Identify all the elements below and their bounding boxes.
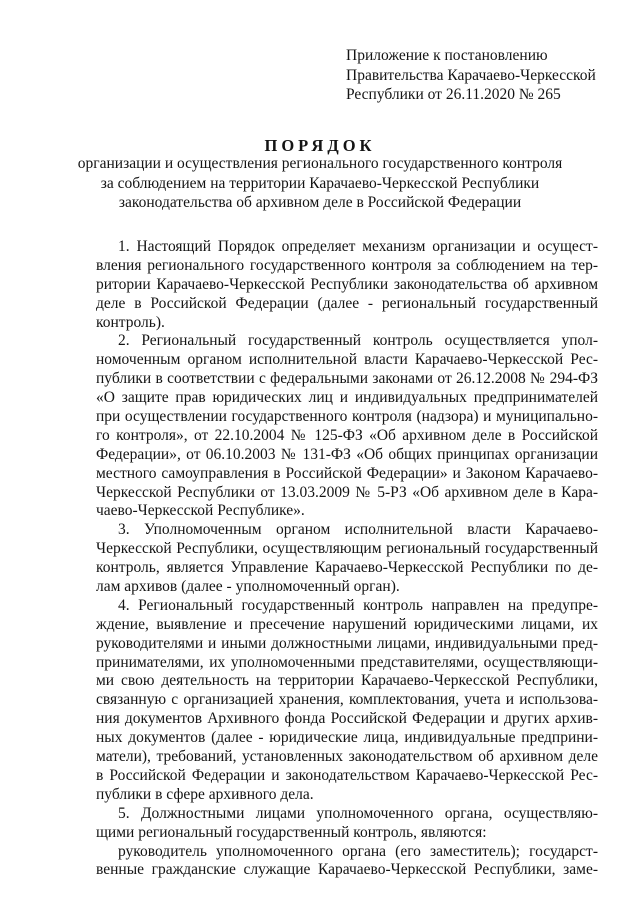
paragraph-1-line: ритории Карачаево-Черкесской Республики законодательства об архивном: [96, 275, 598, 293]
paragraph-4-line: ных документов (далее - юридические лица, индивидуальные предприни-: [96, 729, 598, 747]
paragraph-4-line: публики в сфере архивного дела.: [96, 785, 314, 803]
paragraph-4-line: связанную с организацией хранения, комплектования, учета и использова-: [96, 691, 598, 709]
paragraph-2-line: публики в соответствии с федеральными законами от 26.12.2008 № 294-ФЗ: [96, 370, 598, 388]
subtitle-line: организации и осуществления регионального государственного контроля: [77, 155, 563, 172]
paragraph-5-line: щими региональный государственный контроль, являются:: [96, 823, 487, 841]
paragraph-2-line: местного самоуправления в Российской Федерации» и Законом Карачаево-: [96, 464, 598, 482]
paragraph-2-line: Федерации», от 06.10.2003 № 131-ФЗ «Об общих принципах организации: [96, 445, 598, 463]
paragraph-4-line: ми свою деятельность на территории Карачаево-Черкесской Республики,: [96, 672, 598, 690]
subtitle-line: за соблюдением на территории Карачаево-Черкесской Республики: [100, 174, 540, 192]
paragraph-2-line: чаево-Черкесской Республике».: [96, 502, 305, 520]
document-subtitle: [0, 154, 640, 213]
paragraph-4-line: ния документов Архивного фонда Российской Федерации и других архив-: [96, 710, 598, 728]
paragraph-5-line: венные гражданские служащие Карачаево-Черкесской Республики, заме-: [96, 861, 598, 879]
appendix-line: Приложение к постановлению: [346, 47, 548, 64]
appendix-note: [346, 46, 616, 105]
paragraph-1-line: деле в Российской Федерации (далее - региональный государственный: [96, 294, 598, 312]
paragraph-3-line: лам архивов (далее - уполномоченный орган).: [96, 578, 400, 596]
paragraph-3-line: Черкесской Республики, осуществляющим региональный государственный: [96, 540, 598, 558]
paragraph-1-line: вления регионального государственного контроля за соблюдением на тер-: [96, 256, 598, 274]
appendix-line: Правительства Карачаево-Черкесской: [346, 66, 596, 84]
paragraph-2-line: номоченным органом исполнительной власти Карачаево-Черкесской Рес-: [96, 351, 598, 369]
paragraph-1-line: контроль).: [96, 313, 165, 331]
document-body: [96, 238, 598, 880]
paragraph-4-line: матели), требований, установленных законодательством об архивном деле: [96, 748, 598, 766]
appendix-line: Республики от 26.11.2020 № 265: [346, 86, 561, 103]
paragraph-4-line: 4. Региональный государственный контроль направлен на предупре-: [118, 596, 598, 614]
document-title: ПОРЯДОК: [264, 136, 376, 155]
paragraph-1-line: 1. Настоящий Порядок определяет механизм организации и осущест-: [118, 238, 598, 255]
paragraph-2-line: при осуществлении государственного контроля (надзора) и муниципально-: [96, 408, 598, 426]
paragraph-5-line: 5. Должностными лицами уполномоченного органа, осуществляю-: [118, 804, 598, 822]
paragraph-4-line: ждение, выявление и пресечение нарушений юридическими лицами, их: [96, 615, 598, 633]
paragraph-2-line: 2. Региональный государственный контроль осуществляется упол-: [118, 332, 598, 350]
paragraph-2-line: «О защите прав юридических лиц и индивидуальных предпринимателей: [96, 389, 598, 407]
paragraph-3-line: 3. Уполномоченным органом исполнительной власти Карачаево-: [118, 521, 598, 539]
subtitle-line: законодательства об архивном деле в Российской Федерации: [118, 194, 522, 211]
paragraph-5-line: руководитель уполномоченного органа (его заместитель); государст-: [118, 842, 598, 860]
paragraph-3-line: контроль, является Управление Карачаево-Черкесской Республики по де-: [96, 559, 598, 577]
paragraph-2-line: го контроля», от 22.10.2004 № 125-ФЗ «Об архивном деле в Российской: [96, 426, 598, 444]
paragraph-4-line: в Российской Федерации и законодательством Карачаево-Черкесской Рес-: [96, 766, 598, 784]
paragraph-2-line: Черкесской Республики от 13.03.2009 № 5-РЗ «Об архивном деле в Кара-: [96, 483, 598, 501]
paragraph-4-line: принимателями, их уполномоченными представителями, осуществляющи-: [96, 653, 598, 671]
paragraph-4-line: руководителями и иными должностными лицами, индивидуальными пред-: [96, 634, 598, 652]
